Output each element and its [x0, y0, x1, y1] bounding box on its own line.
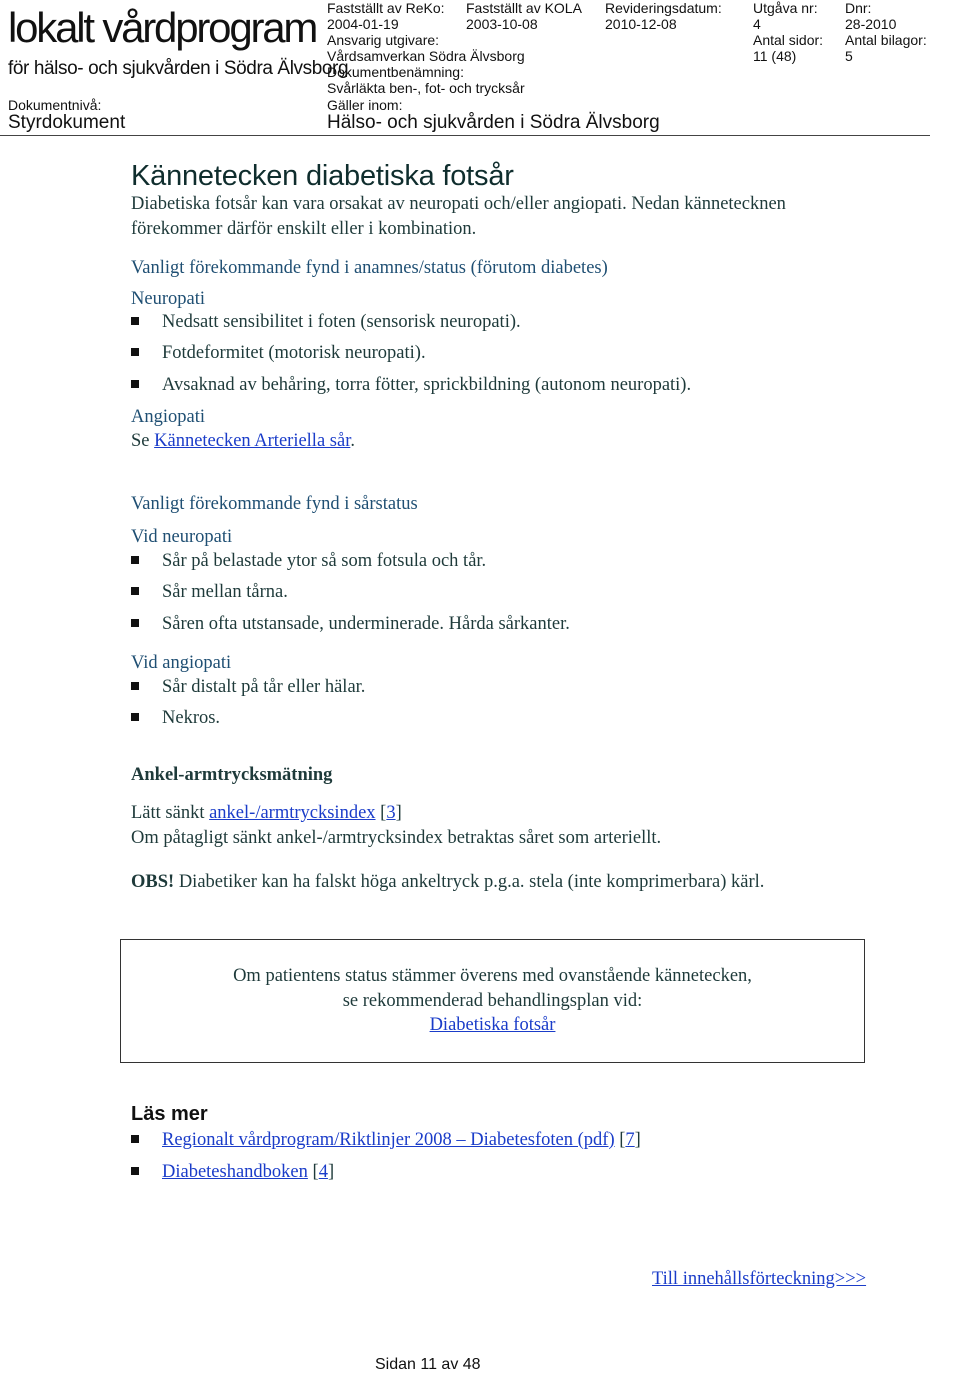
link-regionalt-vardprogram[interactable]: Regionalt vårdprogram/Riktlinjer 2008 – Diabetesfoten (pdf) — [162, 1130, 615, 1150]
scope-value: Hälso- och sjukvården i Södra Älvsborg — [327, 112, 660, 133]
bullet-icon — [131, 587, 139, 595]
edition-label: Utgåva nr: — [753, 0, 818, 16]
dnr-label: Dnr: — [845, 0, 872, 16]
docname-value: Svårläkta ben-, fot- och trycksår — [327, 80, 525, 96]
level-label: Dokumentnivå: — [8, 97, 102, 113]
reference-link-7[interactable]: 7 — [625, 1130, 635, 1150]
neuropati-item-3: Avsaknad av behåring, torra fötter, sprickbildning (autonom neuropati). — [162, 375, 692, 395]
docname-label: Dokumentbenämning: — [327, 64, 464, 80]
section-heading-sarstatus: Vanligt förekommande fynd i sårstatus — [131, 494, 418, 514]
read-more-item-1 — [162, 1128, 641, 1153]
vid-neuropati-item-1: Sår på belastade ytor så som fotsula och tår. — [162, 551, 487, 571]
section-heading-ankel: Ankel-armtrycksmätning — [131, 765, 333, 785]
note-link-line — [121, 1015, 864, 1036]
dnr-value: 28-2010 — [845, 16, 897, 32]
attachments-label: Antal bilagor: — [845, 32, 927, 48]
ankel-ref-open: [ — [375, 803, 387, 823]
read-more-1-ref-open: [ — [614, 1130, 626, 1150]
link-kannetecken-arteriella-sar[interactable]: Kännetecken Arteriella sår — [154, 431, 351, 451]
vid-neuropati-item-3: Såren ofta utstansade, underminerade. Hårda sårkanter. — [162, 614, 570, 634]
link-diabeteshandboken[interactable]: Diabeteshandboken — [162, 1162, 308, 1182]
toc-link-line — [652, 1267, 866, 1292]
read-more-2-ref-close: ] — [327, 1162, 335, 1182]
fastst-reko-label: Fastställt av ReKo: — [327, 0, 445, 16]
read-more-1-ref-close: ] — [634, 1130, 641, 1150]
pages-value: 11 (48) — [753, 48, 797, 64]
bullet-icon — [131, 682, 139, 690]
angiopati-suffix: . — [350, 431, 355, 451]
publisher-value: Vårdsamverkan Södra Älvsborg — [327, 48, 525, 64]
attachments-value: 5 — [845, 48, 853, 64]
revision-label: Revideringsdatum: — [605, 0, 722, 16]
pages-label: Antal sidor: — [753, 32, 824, 48]
logo-title: lokalt vårdprogram — [8, 4, 317, 51]
subheading-vid-angiopati: Vid angiopati — [131, 653, 232, 673]
ankel-line-1 — [131, 801, 402, 826]
read-more-heading: Läs mer — [131, 1103, 208, 1125]
edition-value: 4 — [753, 16, 761, 32]
vid-angiopati-item-1: Sår distalt på tår eller hälar. — [162, 677, 366, 697]
ankel-line-1-prefix: Lätt sänkt — [131, 803, 210, 823]
link-diabetiska-fotsar[interactable]: Diabetiska fotsår — [429, 1015, 556, 1035]
subheading-vid-neuropati: Vid neuropati — [131, 527, 233, 547]
bullet-icon — [131, 317, 139, 325]
link-ankel-armtrycksindex[interactable]: ankel-/armtrycksindex — [209, 803, 376, 823]
bullet-icon — [131, 556, 139, 564]
intro-line-2: förekommer därför enskilt eller i kombination. — [131, 219, 477, 239]
angiopati-prefix: Se — [131, 431, 155, 451]
reference-link-3[interactable]: 3 — [386, 803, 396, 823]
subheading-neuropati: Neuropati — [131, 289, 205, 309]
bullet-icon — [131, 713, 139, 721]
read-more-item-2 — [162, 1160, 334, 1185]
neuropati-item-1: Nedsatt sensibilitet i foten (sensorisk neuropati). — [162, 312, 521, 332]
angiopati-reference — [131, 429, 355, 454]
reference-link-4[interactable]: 4 — [318, 1162, 328, 1182]
ankel-line-2: Om påtagligt sänkt ankel-/armtrycksindex betraktas såret som arteriellt. — [131, 828, 662, 848]
subheading-angiopati: Angiopati — [131, 407, 205, 427]
fastst-reko-value: 2004-01-19 — [327, 16, 399, 32]
intro-line-1: Diabetiska fotsår kan vara orsakat av neuropati och/eller angiopati. Nedan kännetecknen — [131, 194, 786, 214]
revision-value: 2010-12-08 — [605, 16, 677, 32]
obs-text: Diabetiker kan ha falskt höga ankeltryck p.g.a. stela (inte komprimerbara) kärl. — [174, 872, 765, 892]
vid-neuropati-item-2: Sår mellan tårna. — [162, 582, 288, 602]
bullet-icon — [131, 380, 139, 388]
header-divider — [0, 135, 930, 136]
section-heading-anamnes: Vanligt förekommande fynd i anamnes/status (förutom diabetes) — [131, 258, 608, 278]
link-table-of-contents[interactable]: Till innehållsförteckning>>> — [652, 1269, 867, 1289]
bullet-icon — [131, 1167, 139, 1175]
vid-angiopati-item-2: Nekros. — [162, 708, 221, 728]
fastst-kola-label: Fastställt av KOLA — [466, 0, 582, 16]
level-value: Styrdokument — [8, 112, 126, 133]
scope-label: Gäller inom: — [327, 97, 403, 113]
read-more-2-ref-open: [ — [307, 1162, 319, 1182]
page-title: Kännetecken diabetiska fotsår — [131, 160, 514, 192]
obs-note — [131, 870, 764, 895]
note-line-2: se rekommenderad behandlingsplan vid: — [342, 991, 643, 1011]
logo-subtitle: för hälso- och sjukvården i Södra Älvsborg — [8, 58, 349, 79]
bullet-icon — [131, 348, 139, 356]
recommendation-box — [120, 939, 865, 1063]
fastst-kola-value: 2003-10-08 — [466, 16, 538, 32]
neuropati-item-2: Fotdeformitet (motorisk neuropati). — [162, 343, 426, 363]
ankel-ref-close: ] — [395, 803, 402, 823]
note-line-1: Om patientens status stämmer överens med ovanstående kännetecken, — [233, 966, 752, 986]
publisher-label: Ansvarig utgivare: — [327, 32, 440, 48]
obs-label: OBS! — [131, 872, 175, 892]
bullet-icon — [131, 1135, 139, 1143]
bullet-icon — [131, 619, 139, 627]
page-number: Sidan 11 av 48 — [375, 1356, 481, 1373]
